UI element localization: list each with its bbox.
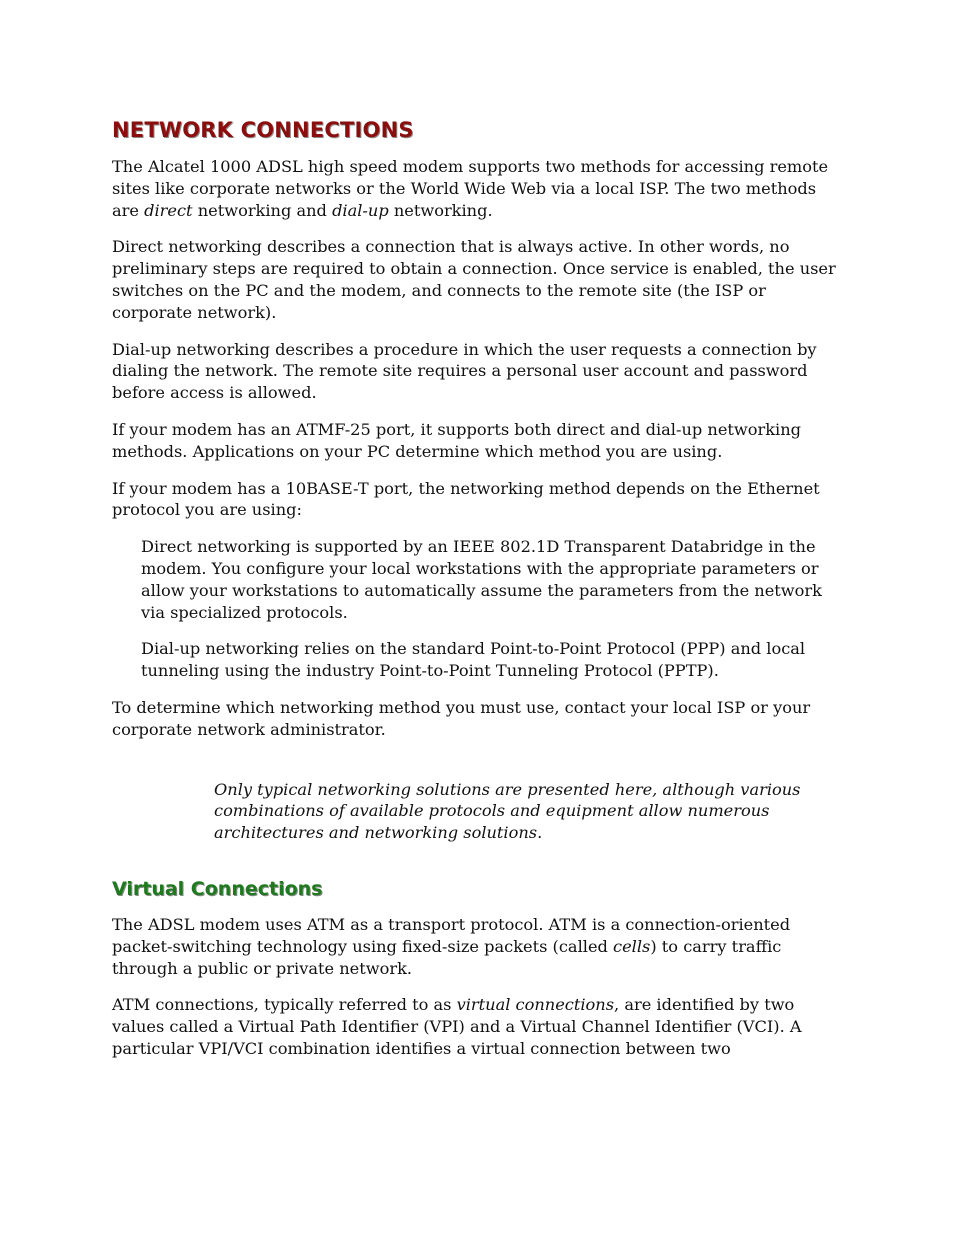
- paragraph-dial-up: Dial-up networking describes a procedure in which the user requests a connection by dialing the network. The remote site requires a personal user account and password before access is allowed.: [112, 339, 817, 403]
- paragraph-vc-text: ATM connections, typically referred to as: [112, 995, 457, 1015]
- paragraph-virtual-connections: [112, 994, 847, 1059]
- document-page: [112, 112, 847, 1075]
- paragraph-intro-text-3: networking.: [388, 200, 493, 220]
- paragraph-atm-text: The ADSL modem uses ATM as a transport protocol. ATM is a connection-oriented packet-switching technology using fixed-size packets (called: [112, 914, 791, 956]
- paragraph-direct: Direct networking describes a connection that is always active. In other words, no preliminary steps are required to obtain a connection. Once service is enabled, the user switches on the PC and the modem, and connects to the remote site (the ISP or corporate network).: [112, 237, 836, 322]
- paragraph-atm-text-2: ) to carry traffic through a public or private network.: [112, 936, 782, 978]
- cells-term: cells: [613, 936, 651, 956]
- virtual-connections-term: virtual connections: [456, 995, 615, 1015]
- paragraph-pptp: Dial-up networking relies on the standard Point-to-Point Protocol (PPP) and local tunneling using the industry Point-to-Point Tunneling Protocol (PPTP).: [141, 639, 806, 681]
- subsection-title: Virtual Connections: [112, 877, 323, 900]
- direct-term: direct: [144, 200, 193, 220]
- paragraph-direct-bridge: Direct networking is supported by an IEEE 802.1D Transparent Databridge in the modem. You configure your local workstations with the appropriate parameters or allow your workstations to automatically assume the parameters from the network via specialized protocols.: [141, 537, 822, 622]
- paragraph-intro: [112, 156, 847, 221]
- note-text: Only typical networking solutions are presented here, although various combinations of available protocols and equipment allow numerous architectures and networking solutions.: [214, 779, 801, 843]
- paragraph-intro-text: The Alcatel 1000 ADSL high speed modem supports two methods for accessing remote sites like corporate networks or the World Wide Web via a local ISP. The two methods are: [112, 157, 829, 220]
- paragraph-atmf25: If your modem has an ATMF-25 port, it supports both direct and dial-up networking methods. Applications on your PC determine which method you are using.: [112, 419, 802, 461]
- dial-up-term: dial-up: [332, 200, 389, 220]
- section-title: NETWORK CONNECTIONS: [112, 118, 414, 142]
- paragraph-determine: To determine which networking method you must use, contact your local ISP or your corporate network administrator.: [112, 697, 811, 739]
- paragraph-10baset: If your modem has a 10BASE-T port, the networking method depends on the Ethernet protocol you are using:: [112, 478, 820, 520]
- paragraph-vc-text-2: , are identified by two values called a Virtual Path Identifier (VPI) and a Virtual Channel Identifier (VCI). A particular VPI/VCI combination identifies a virtual connection between two: [112, 995, 802, 1058]
- paragraph-intro-text-2: networking and: [192, 200, 333, 220]
- paragraph-atm: [112, 914, 847, 979]
